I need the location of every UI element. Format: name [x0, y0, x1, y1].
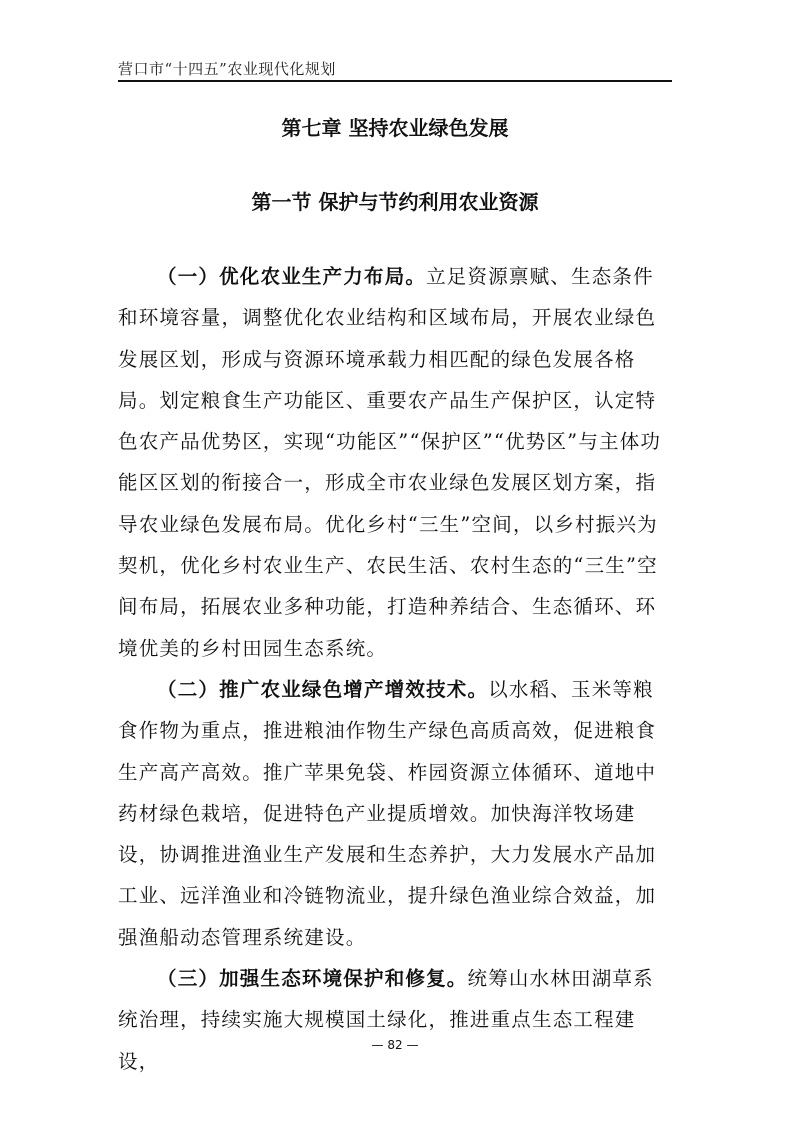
body-text — [118, 256, 672, 1082]
paragraph-2-heading: （二）推广农业绿色增产增效技术。 — [157, 677, 489, 701]
chapter-title: 第七章 坚持农业绿色发展 — [281, 116, 509, 140]
paragraph-3 — [118, 958, 672, 1082]
section-title: 第一节 保护与节约利用农业资源 — [251, 190, 539, 214]
paragraph-1-text: 立足资源禀赋、生态条件和环境容量，调整优化农业结构和区域布局，开展农业绿色发展区划，形成与资源环境承载力相匹配的绿色发展各格局。划定粮食生产功能区、重要农产品生产保护区，认定特色农产品优势区，实现“功能区”“保护区”“优势区”与主体功能区区划的衔接合一，形成全市农业绿色发展区划方案，指导农业绿色发展布局。优化乡村“三生”空间，以乡村振兴为契机，优化乡村农业生产、农民生活、农村生态的“三生”空间布局，拓展农业多种功能，打造种养结合、生态循环、环境优美的乡村田园生态系统。 — [118, 265, 662, 660]
running-header: 营口市“十四五”农业现代化规划 — [118, 60, 336, 78]
header-divider — [118, 80, 672, 82]
paragraph-3-heading: （三）加强生态环境保护和修复。 — [157, 967, 468, 991]
paragraph-3-text: 统筹山水林田湖草系统治理，持续实施大规模国土绿化，推进重点生态工程建设， — [118, 967, 654, 1073]
paragraph-1-heading: （一）优化农业生产力布局。 — [157, 265, 427, 288]
paragraph-1 — [118, 256, 672, 669]
paragraph-2 — [118, 669, 672, 958]
page-number: — 82 — — [371, 1038, 419, 1052]
paragraph-2-text: 以水稻、玉米等粮食作物为重点，推进粮油作物生产绿色高质高效，促进粮食生产高产高效。推广苹果免袋、柞园资源立体循环、道地中药材绿色栽培，促进特色产业提质增效。加快海洋牧场建设，协调推进渔业生产发展和生态养护，大力发展水产品加工业、远洋渔业和冷链物流业，提升绿色渔业综合效益，加强渔船动态管理系统建设。 — [118, 677, 657, 949]
